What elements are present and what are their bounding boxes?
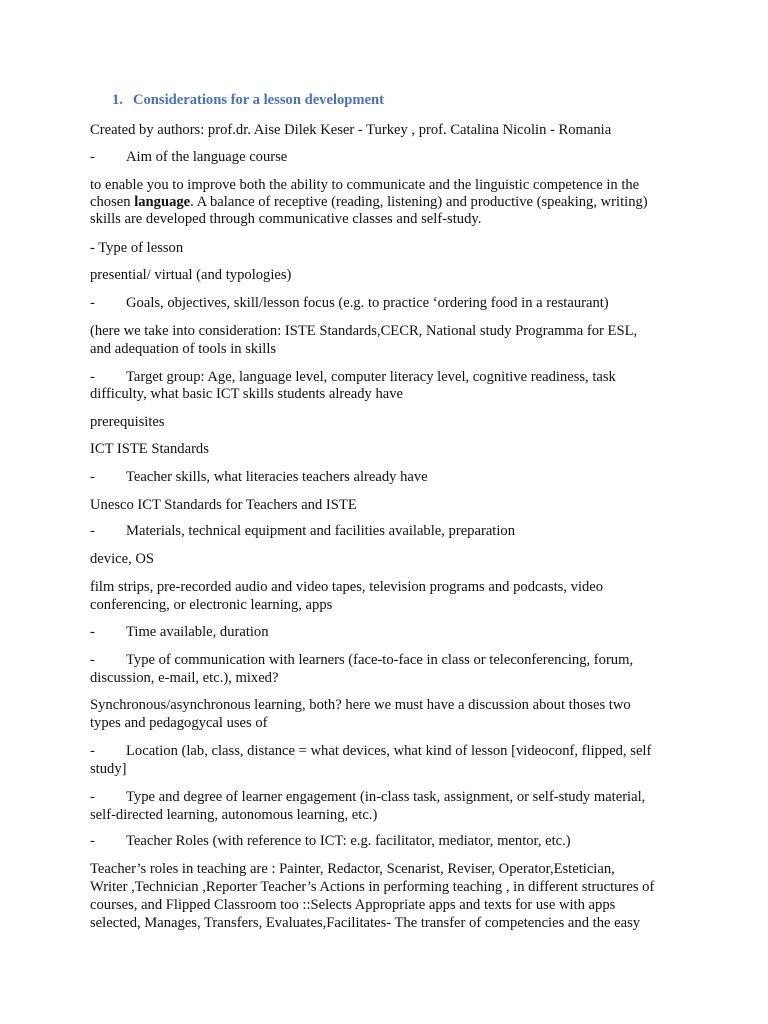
- item-text: Type of communication with learners (face-to-face in class or teleconferencing, forum,: [126, 652, 634, 668]
- paragraph-line: Teacher’s roles in teaching are : Painter, Redactor, Scenarist, Reviser, Operator,Estetician,: [90, 861, 615, 877]
- text-run: chosen: [90, 194, 135, 210]
- lesson-type-item: - Type of lesson: [90, 240, 184, 256]
- paragraph-line: selected, Manages, Transfers, Evaluates,Facilitates- The transfer of competencies and the easy: [90, 915, 641, 931]
- bullet-dash: -: [90, 652, 95, 668]
- paragraph-line: prerequisites: [90, 414, 165, 430]
- communication-item: [90, 651, 633, 669]
- paragraph-line: conferencing, or electronic learning, apps: [90, 597, 333, 613]
- goals-item: [90, 294, 609, 312]
- paragraph-line: discussion, e-mail, etc.), mixed?: [90, 670, 279, 686]
- aim-label: Aim of the language course: [126, 149, 288, 165]
- authors-line: Created by authors: prof.dr. Aise Dilek Keser - Turkey , prof. Catalina Nicolin - Romania: [90, 122, 612, 138]
- paragraph-line: film strips, pre-recorded audio and video tapes, television programs and podcasts, video: [90, 579, 604, 595]
- bullet-dash: -: [90, 789, 95, 805]
- item-text: Type and degree of learner engagement (in-class task, assignment, or self-study material,: [126, 789, 646, 805]
- paragraph-line: ICT ISTE Standards: [90, 441, 209, 457]
- materials-item: [90, 522, 515, 540]
- item-text: Teacher Roles (with reference to ICT: e.g. facilitator, mediator, mentor, etc.): [126, 833, 571, 849]
- bullet-dash: -: [90, 295, 95, 311]
- paragraph-line: (here we take into consideration: ISTE Standards,CECR, National study Programma for ESL,: [90, 323, 638, 339]
- item-text: Teacher skills, what literacies teachers already have: [126, 469, 428, 485]
- bullet-dash: -: [90, 624, 95, 640]
- bullet-dash: -: [90, 523, 95, 539]
- paragraph-line: [90, 193, 648, 211]
- paragraph-line: Synchronous/asynchronous learning, both? here we must have a discussion about thoses two: [90, 697, 631, 713]
- text-run: . A balance of receptive (reading, listening) and productive (speaking, writing): [190, 194, 648, 210]
- bullet-dash: -: [90, 833, 95, 849]
- section-heading: [112, 92, 384, 109]
- paragraph-line: types and pedagogycal uses of: [90, 715, 268, 731]
- paragraph-line: Unesco ICT Standards for Teachers and ISTE: [90, 497, 357, 513]
- paragraph-line: device, OS: [90, 551, 155, 567]
- teacher-roles-item: [90, 832, 571, 850]
- paragraph-line: self-directed learning, autonomous learning, etc.): [90, 807, 378, 823]
- item-text: Location (lab, class, distance = what devices, what kind of lesson [videoconf, flipped, self: [126, 743, 652, 759]
- bullet-dash: -: [90, 469, 95, 485]
- item-text: Time available, duration: [126, 624, 269, 640]
- bullet-dash: -: [90, 369, 95, 385]
- item-text: Materials, technical equipment and facilities available, preparation: [126, 523, 516, 539]
- paragraph-line: Writer ,Technician ,Reporter Teacher’s Actions in performing teaching , in different structures of: [90, 879, 655, 895]
- time-item: [90, 623, 269, 641]
- bold-keyword: language: [134, 194, 191, 210]
- paragraph-line: study]: [90, 761, 127, 777]
- engagement-item: [90, 788, 645, 806]
- item-text: Goals, objectives, skill/lesson focus (e.g. to practice ‘ordering food in a restaurant): [126, 295, 609, 311]
- item-text: Target group: Age, language level, computer literacy level, cognitive readiness, task: [126, 369, 616, 385]
- paragraph-line: courses, and Flipped Classroom too ::Selects Appropriate apps and texts for use with apps: [90, 897, 616, 913]
- paragraph-line: presential/ virtual (and typologies): [90, 267, 292, 283]
- heading-number: 1.: [112, 92, 123, 108]
- bullet-dash: -: [90, 743, 95, 759]
- paragraph-line: skills are developed through communicative classes and self-study.: [90, 211, 482, 227]
- aim-item: [90, 148, 287, 166]
- location-item: [90, 742, 651, 760]
- bullet-dash: -: [90, 149, 95, 165]
- paragraph-line: and adequation of tools in skills: [90, 341, 277, 357]
- teacher-skills-item: [90, 468, 428, 486]
- heading-title: Considerations for a lesson development: [132, 92, 385, 108]
- paragraph-line: to enable you to improve both the ability to communicate and the linguistic competence in the: [90, 177, 640, 193]
- target-group-item: [90, 368, 616, 386]
- paragraph-line: difficulty, what basic ICT skills students already have: [90, 386, 404, 402]
